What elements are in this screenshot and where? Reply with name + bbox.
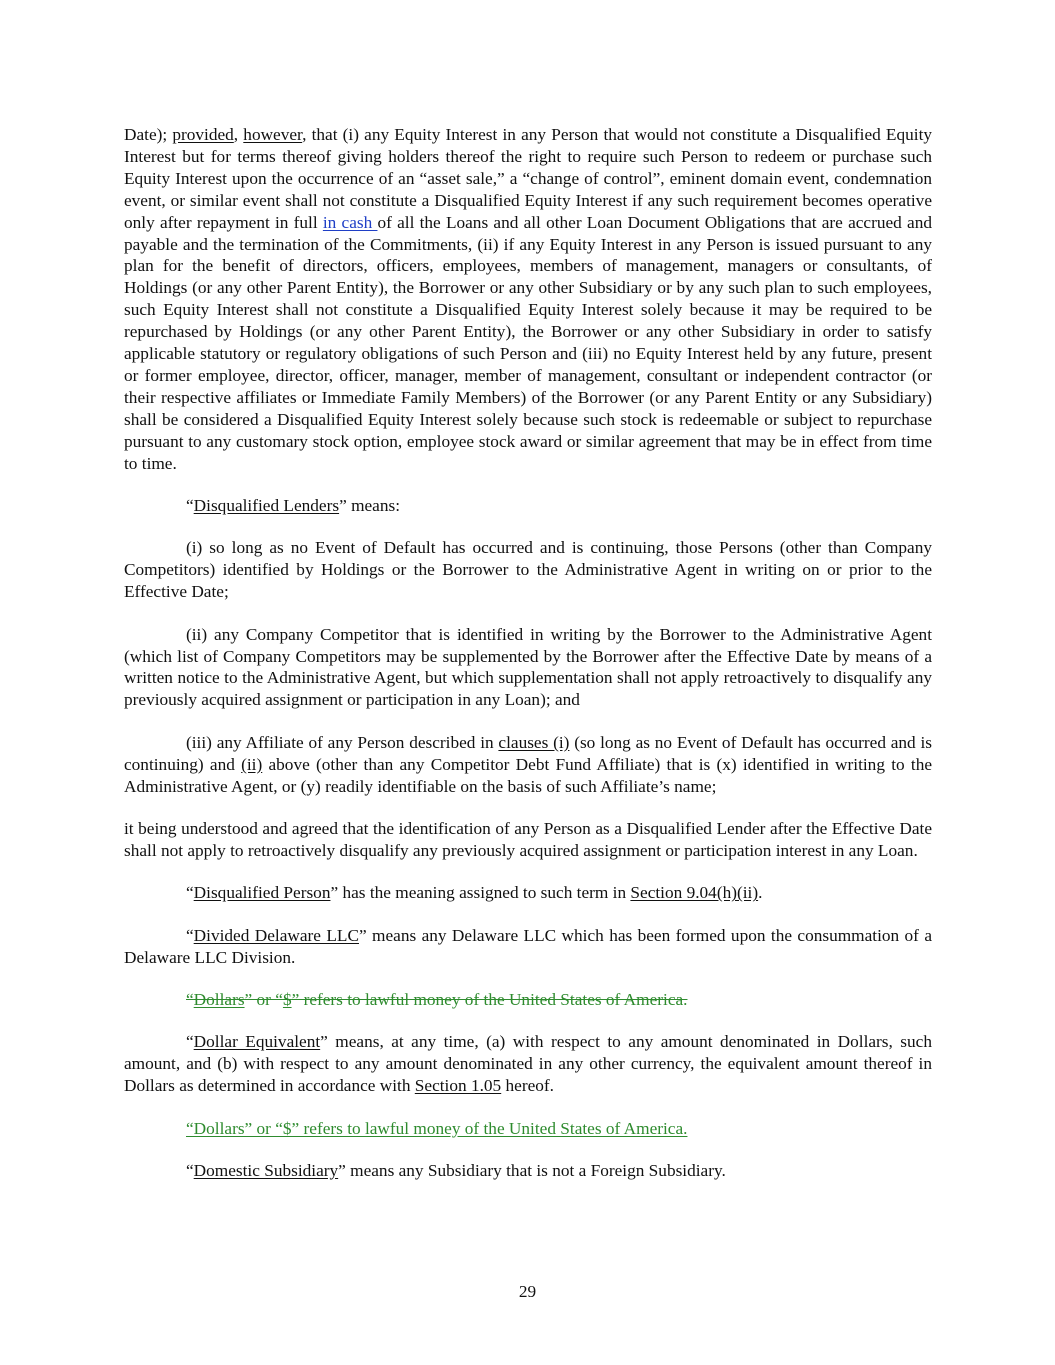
defined-term: Domestic Subsidiary [193, 1161, 339, 1181]
clause-ii: (ii) any Company Competitor that is identified in writing by the Borrower to the Administrative Agent (which list of Company Competitors may be supplemented by the Borrower after the Effective Date by means of a written notice to the Administrative Agent, but which supplementation shall not apply retroactively to disqualify any previously acquired assignment or participation in any Loan); and [124, 624, 932, 710]
defined-term: Dollar Equivalent [193, 1032, 321, 1052]
definition-dollars-deleted [124, 989, 932, 1011]
definition-divided-delaware-llc: “Divided Delaware LLC” means any Delaware LLC which has been formed upon the consummation of a Delaware LLC Division. [124, 925, 933, 967]
cross-reference: (ii) [241, 754, 263, 774]
understood-paragraph: it being understood and agreed that the identification of any Person as a Disqualified Lender after the Effective Date shall not apply to retroactively disqualify any previously acquired assignment or participation interest in any Loan. [124, 818, 932, 860]
clause-iii: (iii) any Affiliate of any Person described in clauses (i) (so long as no Event of Default has occurred and is continuing) and (ii) above (other than any Competitor Debt Fund Affiliate) that is (x) identified in writing to the Administrative Agent, or (y) readily identifiable on the basis of such Affiliate’s name; [124, 732, 933, 796]
definition-disqualified-lenders: “Disqualified Lenders” means: [186, 496, 401, 515]
defined-term: Divided Delaware LLC [193, 925, 359, 945]
definition-dollars-inserted [124, 1118, 932, 1140]
defined-term: Disqualified Person [193, 883, 331, 903]
cross-reference: Section 9.04(h)(ii) [630, 883, 759, 903]
clause-i: (i) so long as no Event of Default has occurred and is continuing, those Persons (other than Company Competitors) identified by Holdings or the Borrower to the Administrative Agent in writing on or prior to the Effective Date; [124, 538, 932, 602]
cross-reference: Section 1.05 [414, 1076, 502, 1096]
document-page [124, 124, 932, 1202]
in-cash-link[interactable]: in cash [322, 212, 378, 232]
definition-disqualified-person: “Disqualified Person” has the meaning assigned to such term in Section 9.04(h)(ii). [186, 883, 763, 903]
paragraph-disqualified-equity-cont: Date); provided, however, that (i) any Equity Interest in any Person that would not constitute a Disqualified Equity Interest but for terms thereof giving holders thereof the right to require such Person to redeem or purchase such Equity Interest upon the occurrence of an “asset sale,” a “change of control”, eminent domain event, condemnation event, or similar event shall not constitute a Disqualified Equity Interest if any such requirement becomes operative only after repayment in full in cash of all the Loans and all other Loan Document Obligations that are accrued and payable and the termination of the Commitments, (ii) if any Equity Interest in any Person is issued pursuant to any plan for the benefit of directors, officers, employees, members of management, managers or consultants, of Holdings (or any other Parent Entity), the Borrower or any other Subsidiary or by any such plan to such employees, such Equity Interest shall not constitute a Disqualified Equity Interest solely because it may be required to be repurchased by Holdings (or any other Parent Entity), the Borrower or any other Subsidiary in order to satisfy applicable statutory or regulatory obligations of such Person and (iii) no Equity Interest held by any future, present or former employee, director, officer, manager, member of management, consultant or independent contractor (or their respective affiliates or Immediate Family Members) of the Borrower (or any Parent Entity or any Subsidiary) shall be considered a Disqualified Equity Interest solely because such stock is redeemable or subject to repurchase pursuant to any customary stock option, employee stock award or similar agreement that may be in effect from time to time. [124, 125, 933, 473]
definition-domestic-subsidiary: “Domestic Subsidiary” means any Subsidiary that is not a Foreign Subsidiary. [186, 1161, 726, 1181]
definition-dollar-equivalent: “Dollar Equivalent” means, at any time, (a) with respect to any amount denominated in Dollars, such amount, and (b) with respect to any amount denominated in any other currency, the equivalent amount thereof in Dollars as determined in accordance with Section 1.05 hereof. [124, 1032, 932, 1096]
page-number: 29 [518, 1282, 537, 1301]
term-however: however [243, 125, 303, 144]
term-provided: provided [172, 125, 234, 144]
cross-reference: clauses (i) [498, 732, 570, 752]
deleted-text: “Dollars” or “$” refers to lawful money of the United States of America. [186, 990, 688, 1009]
defined-term: Disqualified Lenders [193, 496, 340, 515]
inserted-text: “Dollars” or “$” refers to lawful money of the United States of America. [186, 1118, 688, 1138]
